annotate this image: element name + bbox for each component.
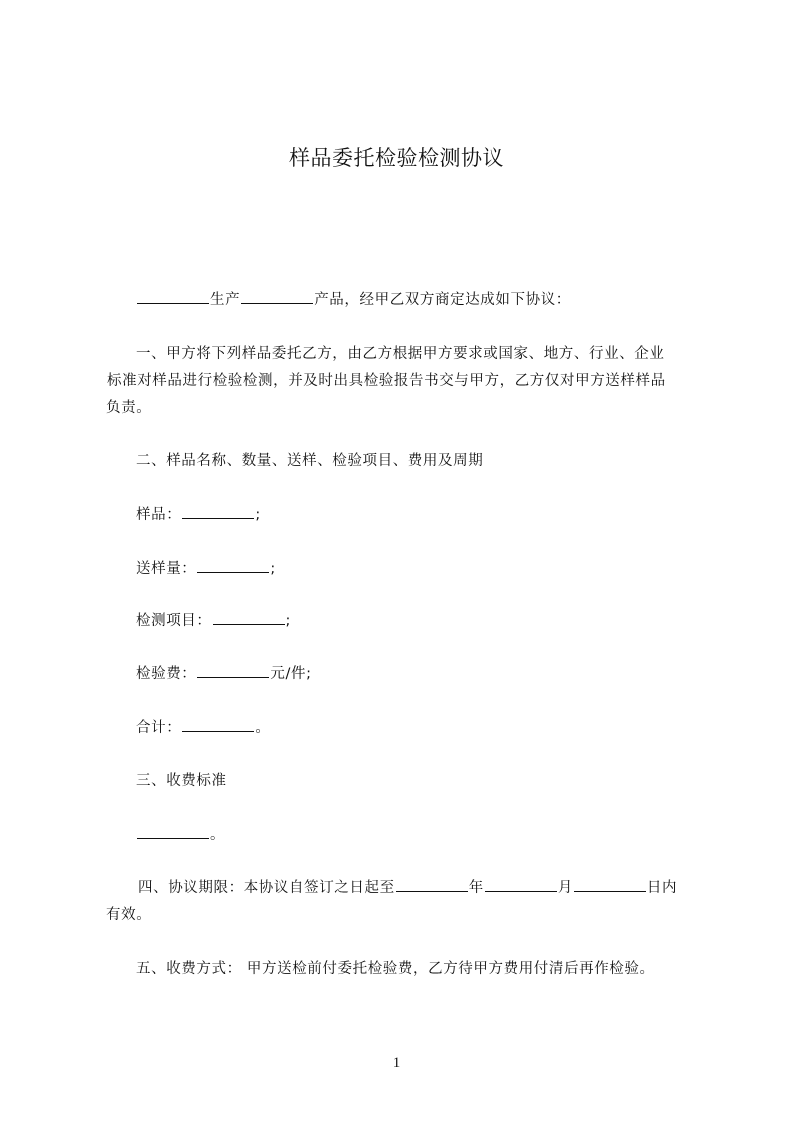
clause4-line1 xyxy=(138,875,734,902)
intro-part1: 生产 xyxy=(210,292,241,308)
clause4-year: 年 xyxy=(468,880,484,896)
clause1-line1: 一、甲方将下列样品委托乙方，由乙方根据甲方要求或国家、地方、行业、企业 xyxy=(136,346,665,362)
total-line xyxy=(136,715,732,742)
fee-standard-blank[interactable] xyxy=(137,824,209,839)
fee-line xyxy=(136,661,732,688)
items-line xyxy=(136,608,732,635)
quantity-end: ; xyxy=(270,561,276,577)
total-end: 。 xyxy=(255,720,271,736)
clause1-line3: 负责。 xyxy=(106,400,152,416)
clause2-heading: 二、样品名称、数量、送样、检验项目、费用及周期 xyxy=(136,453,484,469)
clause4-line2: 有效。 xyxy=(106,907,152,923)
year-blank[interactable] xyxy=(396,877,468,892)
clause4-month: 月 xyxy=(557,880,573,896)
page-number: 1 xyxy=(392,1055,401,1071)
quantity-blank[interactable] xyxy=(197,558,269,573)
fee-label: 检验费： xyxy=(136,666,197,682)
clause4-text: 四、协议期限：本协议自签订之日起至 xyxy=(138,880,395,896)
sample-blank[interactable] xyxy=(182,504,254,519)
intro-paragraph xyxy=(136,287,732,314)
items-label: 检测项目： xyxy=(136,613,212,629)
clause5-line: 五、收费方式： 甲方送检前付委托检验费，乙方待甲方费用付清后再作检验。 xyxy=(136,961,655,977)
fee-blank[interactable] xyxy=(197,663,269,678)
items-end: ; xyxy=(285,613,291,629)
document-title: 样品委托检验检测协议 xyxy=(289,146,504,170)
sample-end: ; xyxy=(255,507,261,523)
clause4-day: 日内 xyxy=(646,880,678,896)
intro-part2: 产品，经甲乙双方商定达成如下协议： xyxy=(314,292,571,308)
product-blank[interactable] xyxy=(241,289,313,304)
fee-end: 元/件; xyxy=(270,666,312,682)
sample-label: 样品： xyxy=(136,507,182,523)
fee-standard-end: 。 xyxy=(210,827,226,843)
items-blank[interactable] xyxy=(213,610,285,625)
clause3-heading: 三、收费标准 xyxy=(136,773,227,789)
quantity-label: 送样量： xyxy=(136,561,197,577)
producer-blank[interactable] xyxy=(137,289,209,304)
total-label: 合计： xyxy=(136,720,182,736)
fee-standard-line xyxy=(136,822,732,849)
total-blank[interactable] xyxy=(182,717,254,732)
day-blank[interactable] xyxy=(574,877,646,892)
month-blank[interactable] xyxy=(485,877,557,892)
sample-line xyxy=(136,502,732,529)
quantity-line xyxy=(136,556,732,583)
clause1-line2: 标准对样品进行检验检测，并及时出具检验报告书交与甲方，乙方仅对甲方送样样品 xyxy=(107,373,666,389)
